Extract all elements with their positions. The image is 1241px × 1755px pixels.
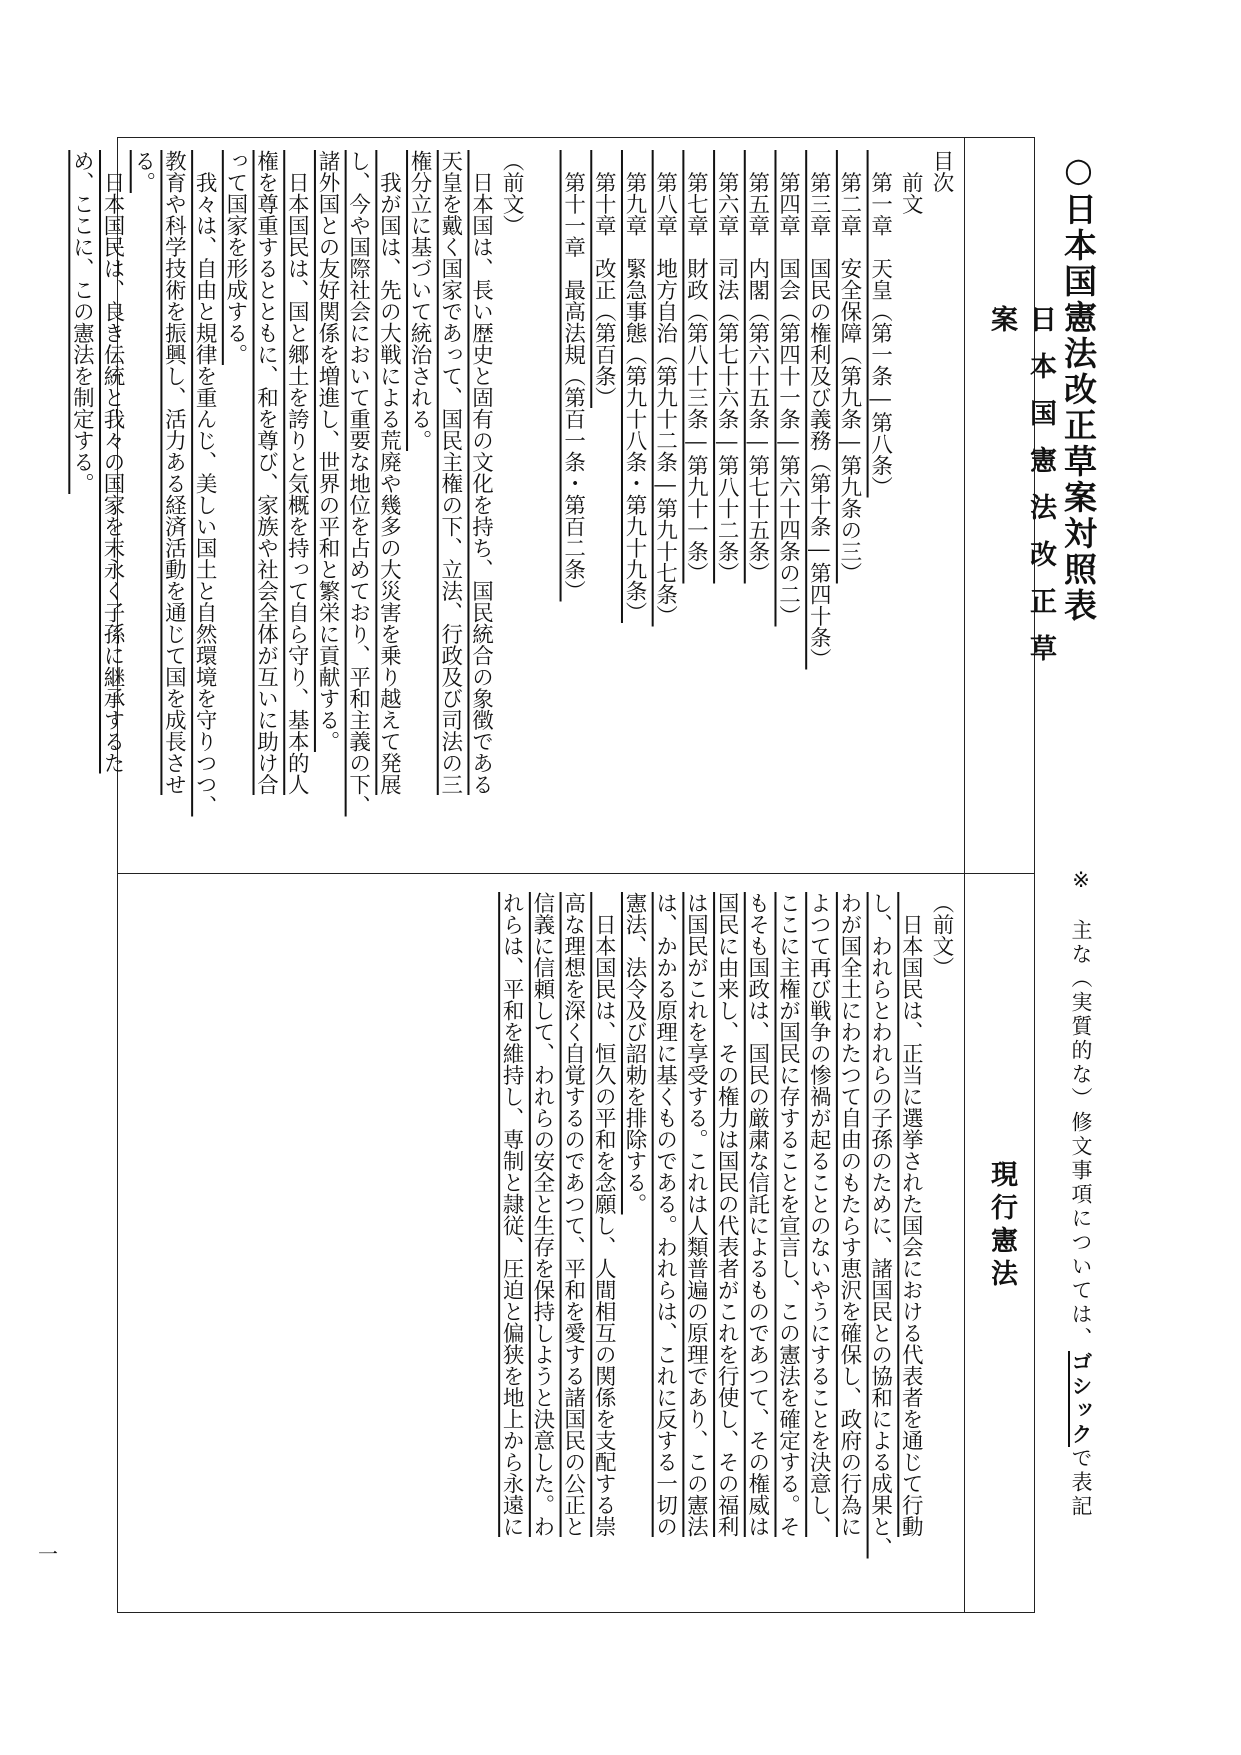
current-text-line: 日本国民は、恒久の平和を念願し、人間相互の関係を支配する崇 [591, 892, 617, 1537]
current-text-block [495, 892, 956, 1602]
current-text-line: 国民に由来し、その権力は国民の代表者がこれを行使し、その福利 [714, 892, 740, 1537]
note-suffix: で表記 [1069, 1447, 1093, 1519]
note-emphasis: ゴシック [1069, 1351, 1093, 1447]
draft-text-line: 諸外国との友好関係を増進し、世界の平和と繁栄に貢献する。 [314, 150, 340, 752]
draft-column-heading: 日本国憲法改正草案 [986, 305, 1056, 681]
current-text-line: は、かかる原理に基くものである。われらは、これに反する一切の [652, 892, 678, 1537]
current-text-line: （前文） [929, 892, 954, 978]
current-text-line: 日本国民は、正当に選挙された国会における代表者を通じて行動 [898, 892, 924, 1537]
draft-text-line: 第十一章 最高法規（第百一条・第百二条） [560, 150, 586, 602]
current-text-line: よつて再び戦争の惨禍が起ることのないやうにすることを決意し、 [806, 892, 832, 1537]
draft-text-line: 日本国民は、良き伝統と我々の国家を末永く子孫に継承するた [100, 150, 126, 774]
draft-text-line: 権を尊重するとともに、和を尊び、家族や社会全体が互いに助け合 [253, 150, 279, 795]
note-prefix: ※ 主な（実質的な）修文事項については、 [1069, 868, 1093, 1351]
draft-text-line: め、ここに、この憲法を制定する。 [69, 150, 95, 494]
draft-text-line: 我々は、自由と規律を重んじ、美しい国土と自然環境を守りつつ、 [192, 150, 218, 817]
draft-text-line: 権分立に基づいて統治される。 [407, 150, 433, 451]
document-title: ○日本国憲法改正草案対照表 [1059, 150, 1098, 624]
current-text-line: 憲法、法令及び詔勅を排除する。 [621, 892, 647, 1215]
draft-text-line: 前文 [898, 150, 924, 215]
draft-text-line: 第八章 地方自治（第九十二条―第九十七条） [652, 150, 678, 627]
draft-text-line: 第三章 国民の権利及び義務（第十条―第四十条） [806, 150, 832, 670]
draft-text-line: 目次 [929, 150, 954, 193]
draft-text-line: し、今や国際社会において重要な地位を占めており、平和主義の下、 [345, 150, 371, 817]
draft-text-line: 第六章 司法（第七十六条―第八十二条） [714, 150, 740, 584]
current-text-line: わが国全土にわたつて自由のもたらす恵沢を確保し、政府の行為に [836, 892, 862, 1537]
draft-text-line: 第一章 天皇（第一条―第八条） [867, 150, 893, 498]
draft-text-line: って国家を形成する。 [222, 150, 248, 365]
draft-text-line: 第二章 安全保障（第九条―第九条の三） [836, 150, 862, 584]
draft-text-line: 第四章 国会（第四十一条―第六十四条の二） [775, 150, 801, 627]
draft-text-line: 天皇を戴く国家であって、国民主権の下、立法、行政及び司法の三 [437, 150, 463, 795]
draft-text-line [526, 150, 557, 860]
draft-text-line: 日本国は、長い歴史と固有の文化を持ち、国民統合の象徴である [468, 150, 494, 795]
row-divider [117, 873, 1035, 874]
current-text-line: 信義に信頼して、われらの安全と生存を保持しようと決意した。わ [529, 892, 555, 1537]
current-column-heading: 現行憲法 [986, 1160, 1017, 1292]
header-column-divider [964, 137, 965, 1613]
draft-text-line: る。 [130, 150, 156, 193]
draft-text-line: 第五章 内閣（第六十五条―第七十五条） [744, 150, 770, 584]
draft-text-line: 日本国民は、国と郷土を誇りと気概を持って自ら守り、基本的人 [284, 150, 310, 795]
draft-text-line: 我が国は、先の大戦による荒廃や幾多の大災害を乗り越えて発展 [376, 150, 402, 795]
draft-text-line: 教育や科学技術を振興し、活力ある経済活動を通じて国を成長させ [161, 150, 187, 795]
current-text-line: れらは、平和を維持し、専制と隷従、圧迫と偏狭を地上から永遠に [499, 892, 525, 1537]
draft-text-line: （前文） [499, 150, 525, 236]
current-text-line: もそも国政は、国民の厳粛な信託によるものであつて、その権威は [744, 892, 770, 1537]
current-text-line: ここに主権が国民に存することを宣言し、この憲法を確定する。そ [775, 892, 801, 1537]
draft-text-line: 第七章 財政（第八十三条―第九十一条） [683, 150, 709, 584]
current-text-line: し、われらとわれらの子孫のために、諸国民との協和による成果と、 [867, 892, 893, 1559]
formatting-note [1066, 868, 1096, 1628]
draft-text-block [66, 150, 956, 860]
draft-text-line: 第十章 改正（第百条） [591, 150, 617, 408]
current-text-line: 高な理想を深く自覚するのであつて、平和を愛する諸国民の公正と [560, 892, 586, 1537]
draft-text-line: 第九章 緊急事態（第九十八条・第九十九条） [621, 150, 647, 623]
current-text-line: は国民がこれを享受する。これは人類普遍の原理であり、この憲法 [683, 892, 709, 1537]
page-number: 一 [38, 1542, 58, 1566]
